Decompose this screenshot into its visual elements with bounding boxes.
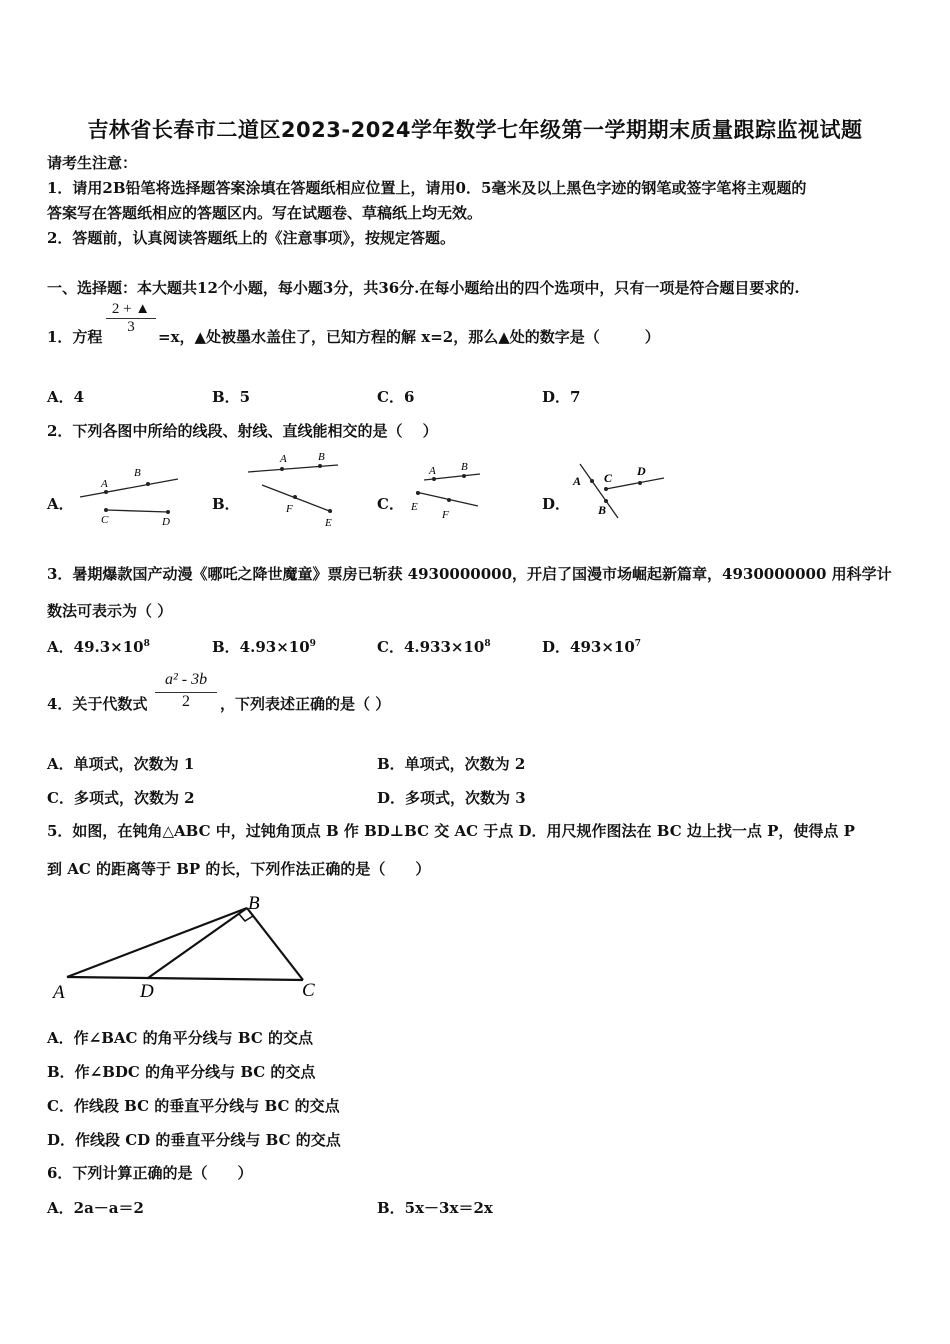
q3-option-a[interactable]: [47, 636, 150, 657]
q6-stem: 6．下列计算正确的是（ ）: [47, 1164, 253, 1182]
q3-option-a-base: A．49.3×10: [47, 638, 144, 656]
q3-option-b-base: B．4.93×10: [212, 638, 310, 656]
q2b-label-e: E: [325, 517, 332, 529]
q2c-point-e: [416, 491, 420, 495]
q2b-point-a: [280, 467, 284, 471]
notice-heading: 请考生注意：: [47, 154, 138, 172]
q2a-point-c: [104, 508, 108, 512]
q6-option-a[interactable]: A．2a－a＝2: [47, 1199, 144, 1217]
q3-option-c-exp: 8: [484, 639, 491, 649]
q3-option-a-exp: 8: [143, 639, 150, 649]
q4-option-a[interactable]: A．单项式，次数为 1: [47, 755, 195, 773]
q2d-point-c: [604, 487, 608, 491]
q3-option-c[interactable]: [377, 636, 491, 657]
q2b-point-b: [318, 464, 322, 468]
q4-suffix: ，下列表述正确的是（ ）: [220, 695, 391, 713]
q1-frac-den: 3: [127, 319, 135, 335]
q5-side-ac: [67, 977, 303, 980]
q2a-label-c: C: [101, 514, 109, 526]
q3-stem-1: 3．暑期爆款国产动漫《哪吒之降世魔童》票房已斩获 4930000000，开启了国漫市场崛起新篇章，4930000000 用科学计: [47, 565, 892, 583]
q2b-line-ab: [248, 465, 338, 472]
q5-right-angle-mark: [239, 914, 253, 921]
section-heading: 一、选择题：本大题共12个小题，每小题3分，共36分.在每小题给出的四个选项中，只有一项是符合题目要求的.: [47, 279, 800, 297]
q2a-label-d: D: [162, 516, 170, 528]
q2d-label-b: B: [598, 503, 607, 517]
q2a-line-ab: [80, 479, 178, 497]
q2b-label-a: A: [280, 453, 287, 465]
q1-option-d[interactable]: D．7: [542, 388, 581, 406]
q5-stem-2: 到 AC 的距离等于 BP 的长，下列作法正确的是（ ）: [47, 860, 431, 878]
q2-figure-b: [240, 448, 350, 532]
q1-fraction: [106, 301, 156, 336]
q2d-ray-cd: [606, 478, 664, 489]
q5-label-d: D: [140, 981, 154, 1002]
q4-option-c[interactable]: C．多项式，次数为 2: [47, 789, 195, 807]
q5-segment-bd: [148, 908, 247, 978]
q4-option-b[interactable]: B．单项式，次数为 2: [377, 755, 526, 773]
q4-prefix: 4．关于代数式: [47, 695, 148, 713]
q1-option-a[interactable]: A．4: [47, 388, 85, 406]
q5-label-b: B: [248, 893, 260, 914]
q2c-point-a: [432, 477, 436, 481]
q3-option-d-exp: 7: [634, 639, 642, 649]
notice-line-2: 答案写在答题纸相应的答题区内。写在试题卷、草稿纸上均无效。: [47, 204, 483, 222]
q2b-label-f: F: [286, 503, 293, 515]
q2c-point-f: [447, 498, 451, 502]
q4-option-d[interactable]: D．多项式，次数为 3: [377, 789, 526, 807]
q1-frac-num: 2 + ▲: [111, 301, 151, 317]
q2b-point-e: [328, 509, 332, 513]
q3-option-c-base: C．4.933×10: [377, 638, 485, 656]
q1-option-c[interactable]: C．6: [377, 388, 415, 406]
q5-triangle-figure: [40, 885, 340, 1015]
q4-frac-num: a² - 3b: [164, 671, 208, 688]
q4-frac-den: 2: [182, 693, 190, 710]
notice-line-1: 1．请用2B铅笔将选择题答案涂填在答题纸相应位置上，请用0．5毫米及以上黑色字迹的钢笔或签字笔将主观题的: [47, 179, 807, 197]
q1-prefix: 1．方程: [47, 328, 103, 346]
q2d-label-c: C: [604, 471, 613, 485]
q2a-label-b: B: [134, 467, 141, 479]
q2c-label-b: B: [461, 461, 468, 473]
q2d-label-d: D: [637, 464, 646, 478]
q2b-segment-fe: [262, 485, 332, 512]
q5-option-b[interactable]: B．作∠BDC 的角平分线与 BC 的交点: [47, 1063, 316, 1081]
q3-option-b[interactable]: [212, 636, 316, 657]
q3-option-d-base: D．493×10: [542, 638, 635, 656]
q2a-point-a: [104, 490, 108, 494]
q2-option-d-label[interactable]: D．: [542, 495, 571, 513]
q5-label-a: A: [53, 982, 65, 1003]
q2-option-a-label[interactable]: A．: [47, 495, 74, 513]
q5-stem-1: 5．如图，在钝角△ABC 中，过钝角顶点 B 作 BD⊥BC 交 AC 于点 D．用尺规作图法在 BC 边上找一点 P，使得点 P: [47, 822, 855, 840]
q2-figure-c: [404, 456, 494, 526]
q5-side-bc: [247, 908, 303, 980]
q2d-point-a: [590, 479, 594, 483]
q2-option-c-label[interactable]: C．: [377, 495, 404, 513]
q5-side-ab: [67, 908, 247, 977]
q2-option-b-label[interactable]: B．: [212, 495, 240, 513]
q2d-label-a: A: [573, 474, 582, 488]
q3-stem-2: 数法可表示为（ ）: [47, 602, 173, 620]
q2c-point-b: [462, 474, 466, 478]
q2d-point-d: [638, 481, 642, 485]
notice-line-3: 2．答题前，认真阅读答题纸上的《注意事项》，按规定答题。: [47, 229, 455, 247]
q2c-label-f: F: [442, 509, 449, 521]
q4-fraction: [155, 671, 217, 711]
page-title: 吉林省长春市二道区2023-2024学年数学七年级第一学期期末质量跟踪监视试题: [87, 118, 863, 142]
q6-option-b[interactable]: B．5x－3x＝2x: [377, 1199, 493, 1217]
q3-option-d[interactable]: [542, 636, 641, 657]
q2-figure-d: [568, 456, 678, 526]
q2-stem: 2．下列各图中所给的线段、射线、直线能相交的是（ ）: [47, 422, 438, 440]
q5-option-d[interactable]: D．作线段 CD 的垂直平分线与 BC 的交点: [47, 1131, 341, 1149]
q5-label-c: C: [302, 980, 315, 1001]
q2a-point-d: [166, 510, 170, 514]
q2a-point-b: [146, 482, 150, 486]
q2c-label-a: A: [429, 465, 436, 477]
q1-option-b[interactable]: B．5: [212, 388, 251, 406]
q3-option-b-exp: 9: [309, 639, 316, 649]
q2b-label-b: B: [318, 451, 325, 463]
q5-option-c[interactable]: C．作线段 BC 的垂直平分线与 BC 的交点: [47, 1097, 340, 1115]
q2a-label-a: A: [101, 478, 108, 490]
q2-figure-a: [70, 460, 190, 530]
q1-suffix: =x，▲处被墨水盖住了，已知方程的解 x=2，那么▲处的数字是（ ）: [158, 328, 660, 346]
q2c-label-e: E: [411, 501, 418, 513]
q2b-point-f: [293, 495, 297, 499]
q5-option-a[interactable]: A．作∠BAC 的角平分线与 BC 的交点: [47, 1029, 314, 1047]
q2a-segment-cd: [106, 510, 168, 512]
q2c-segment-ef: [416, 492, 478, 506]
